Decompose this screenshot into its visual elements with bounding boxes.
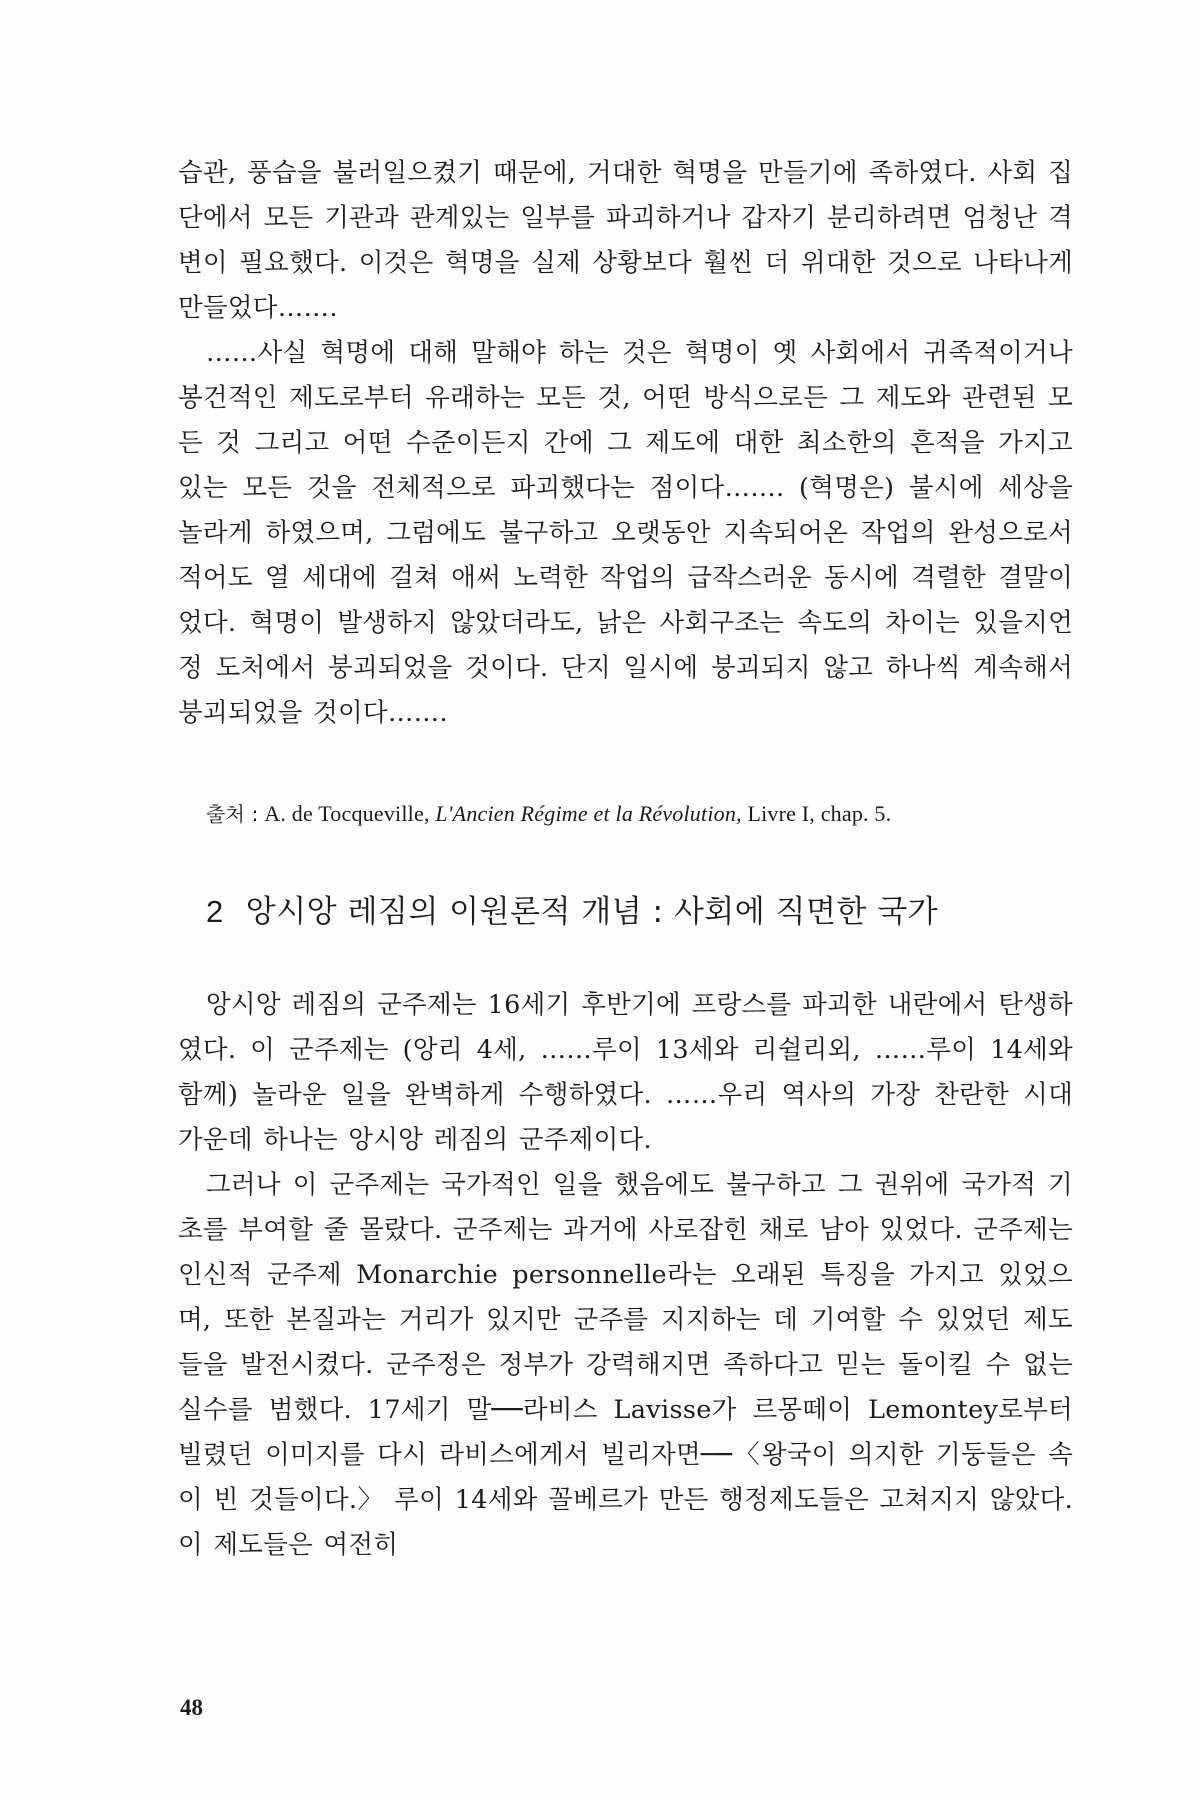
source-author: A. de Tocqueville, [264, 801, 430, 826]
body-paragraph: 그러나 이 군주제는 국가적인 일을 했음에도 불구하고 그 권위에 국가적 기초를 부여할 줄 몰랐다. 군주제는 과거에 사로잡힌 채로 남아 있었다. 군주제는 인신적 군주제 Monarchie personnelle라는 오래된 특징을 가지고 있었으며, 또한 본질과는 거리가 있지만 군주를 지지하는 데 기여할 수 있었던 제도들을 발전시켰다. 군주정은 정부가 강력해지면 족하다고 믿는 돌이킬 수 없는 실수를 범했다. 17세기 말──라비스 Lavisse가 르몽떼이 Lemontey로부터 빌렸던 이미지를 다시 라비스에게서 빌리자면──〈왕국이 의지한 기둥들은 속이 빈 것들이다.〉 루이 14세와 꼴베르가 만든 행정제도들은 고쳐지지 않았다. 이 제도들은 여전히 [178, 1170, 1073, 1560]
source-work-title: L'Ancien Régime et la Révolution, [435, 801, 742, 826]
source-reference: Livre I, chap. 5. [747, 801, 892, 826]
section-number: 2 [206, 894, 224, 929]
quote-paragraph: ……사실 혁명에 대해 말해야 하는 것은 혁명이 옛 사회에서 귀족적이거나 봉건적인 제도로부터 유래하는 모든 것, 어떤 방식으로든 그 제도와 관련된 모든 것 그리고 어떤 수준이든지 간에 그 제도에 대한 최소한의 흔적을 가지고 있는 모든 것을 전체적으로 파괴했다는 점이다……. (혁명은) 불시에 세상을 놀라게 하였으며, 그럼에도 불구하고 오랫동안 지속되어온 작업의 완성으로서 적어도 열 세대에 걸쳐 애써 노력한 작업의 급작스러운 동시에 격렬한 결말이었다. 혁명이 발생하지 않았더라도, 낡은 사회구조는 속도의 차이는 있을지언정 도처에서 붕괴되었을 것이다. 단지 일시에 붕괴되지 않고 하나씩 계속해서 붕괴되었을 것이다……. [178, 338, 1073, 728]
section-body [178, 983, 1073, 1568]
quote-paragraph: 습관, 풍습을 불러일으켰기 때문에, 거대한 혁명을 만들기에 족하였다. 사회 집단에서 모든 기관과 관계있는 일부를 파괴하거나 갑자기 분리하려면 엄청난 격변이 필요했다. 이것은 혁명을 실제 상황보다 훨씬 더 위대한 것으로 나타나게 만들었다……. [178, 158, 1073, 323]
section-heading [206, 888, 938, 936]
page-number: 48 [180, 1695, 203, 1720]
quoted-passage [178, 151, 1073, 736]
source-citation [206, 797, 891, 831]
source-label: 출처 : [206, 802, 259, 826]
section-title: 앙시앙 레짐의 이원론적 개념 : 사회에 직면한 국가 [245, 894, 939, 930]
body-paragraph: 앙시앙 레짐의 군주제는 16세기 후반기에 프랑스를 파괴한 내란에서 탄생하였다. 이 군주제는 (앙리 4세, ……루이 13세와 리쉴리외, ……루이 14세와 함께) 놀라운 일을 완벽하게 수행하였다. ……우리 역사의 가장 찬란한 시대 가운데 하나는 앙시앙 레짐의 군주제이다. [178, 990, 1073, 1155]
